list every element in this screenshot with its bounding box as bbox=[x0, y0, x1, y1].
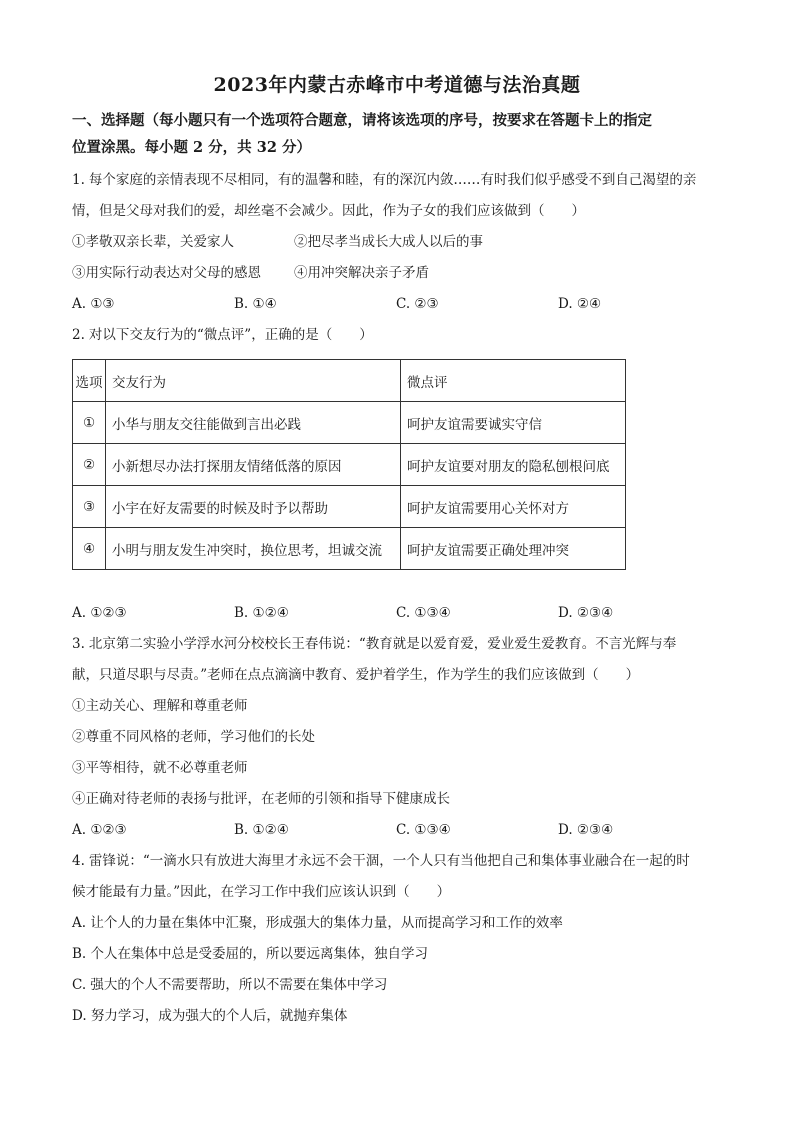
question-4-number: 4. bbox=[72, 853, 85, 869]
choice-a: A. ①③ bbox=[72, 296, 115, 312]
table-header-cell: 微点评 bbox=[401, 360, 626, 402]
section-heading bbox=[72, 107, 722, 161]
option-d: D. 努力学习，成为强大的个人后，就抛弃集体 bbox=[72, 1008, 348, 1024]
table-row bbox=[73, 402, 626, 444]
table-row bbox=[73, 444, 626, 486]
question-3-stem-line1: 3. 北京第二实验小学浮水河分校校长王春伟说：“教育就是以爱育爱，爱业爱生爱教育。不言光辉与奉 bbox=[72, 636, 677, 652]
table-cell: 呵护友谊要对朋友的隐私刨根问底 bbox=[401, 444, 626, 486]
option-b: B. 个人在集体中总是受委屈的，所以要远离集体，独自学习 bbox=[72, 946, 429, 962]
table-cell: ① bbox=[73, 402, 106, 444]
statement: ④用冲突解决亲子矛盾 bbox=[294, 265, 429, 281]
question-1-stem-line1: 1. 每个家庭的亲情表现不尽相同，有的温馨和睦，有的深沉内敛……有时我们似乎感受不到自己渴望的亲 bbox=[72, 172, 697, 188]
question-4-stem-line1: 4. 雷锋说：“一滴水只有放进大海里才永远不会干涸，一个人只有当他把自己和集体事业融合在一起的时 bbox=[72, 853, 690, 869]
table-cell: 小明与朋友发生冲突时，换位思考，坦诚交流 bbox=[106, 528, 401, 570]
choice-a: A. ①②③ bbox=[72, 822, 127, 838]
table-cell: ④ bbox=[73, 528, 106, 570]
question-3 bbox=[72, 629, 722, 846]
choice-a: A. ①②③ bbox=[72, 605, 127, 621]
question-1-statements-row1 bbox=[72, 227, 722, 258]
statement: ③用实际行动表达对父母的感恩 bbox=[72, 265, 261, 281]
choice-c: C. ②③ bbox=[396, 296, 439, 312]
statement: ①主动关心、理解和尊重老师 bbox=[72, 698, 248, 714]
friendship-table bbox=[72, 359, 626, 570]
option-a: A. 让个人的力量在集体中汇聚，形成强大的集体力量，从而提高学习和工作的效率 bbox=[72, 915, 563, 931]
table-cell: 小华与朋友交往能做到言出必践 bbox=[106, 402, 401, 444]
section-heading-line2: 位置涂黑。每小题 2 分，共 32 分） bbox=[72, 139, 311, 156]
question-1-choices bbox=[72, 289, 722, 320]
question-2-stem: 2. 对以下交友行为的“微点评”，正确的是（ ） bbox=[72, 327, 373, 343]
choice-b: B. ①②④ bbox=[234, 605, 289, 621]
option-c: C. 强大的个人不需要帮助，所以不需要在集体中学习 bbox=[72, 977, 388, 993]
question-3-number: 3. bbox=[72, 636, 85, 652]
question-3-stem-line2: 献，只道尽职与尽责。”老师在点点滴滴中教育、爱护着学生，作为学生的我们应该做到（ ） bbox=[72, 667, 640, 683]
table-row bbox=[73, 528, 626, 570]
table-cell: ② bbox=[73, 444, 106, 486]
question-1 bbox=[72, 165, 722, 320]
question-4 bbox=[72, 846, 722, 1032]
question-3-choices bbox=[72, 815, 722, 846]
statement: ①孝敬双亲长辈，关爱家人 bbox=[72, 234, 234, 250]
choice-d: D. ②③④ bbox=[558, 605, 614, 621]
table-cell: 呵护友谊需要正确处理冲突 bbox=[401, 528, 626, 570]
table-cell: 呵护友谊需要用心关怀对方 bbox=[401, 486, 626, 528]
question-2-choices bbox=[72, 598, 722, 629]
table-header-cell: 选项 bbox=[73, 360, 106, 402]
table-header-cell: 交友行为 bbox=[106, 360, 401, 402]
choice-d: D. ②③④ bbox=[558, 822, 614, 838]
statement: ③平等相待，就不必尊重老师 bbox=[72, 760, 248, 776]
table-cell: ③ bbox=[73, 486, 106, 528]
question-1-stem-line2: 情，但是父母对我们的爱，却丝毫不会减少。因此，作为子女的我们应该做到（ ） bbox=[72, 203, 585, 219]
section-heading-line1: 一、选择题（每小题只有一个选项符合题意，请将该选项的序号，按要求在答题卡上的指定 bbox=[72, 112, 652, 129]
question-2 bbox=[72, 320, 722, 629]
question-2-number: 2. bbox=[72, 327, 85, 343]
table-row bbox=[73, 486, 626, 528]
question-4-stem-line2: 候才能最有力量。”因此，在学习工作中我们应该认识到（ ） bbox=[72, 884, 451, 900]
statement: ②尊重不同风格的老师，学习他们的长处 bbox=[72, 729, 315, 745]
choice-b: B. ①②④ bbox=[234, 822, 289, 838]
statement: ④正确对待老师的表扬与批评，在老师的引领和指导下健康成长 bbox=[72, 791, 450, 807]
page-title: 2023年内蒙古赤峰市中考道德与法治真题 bbox=[213, 74, 581, 96]
choice-c: C. ①③④ bbox=[396, 822, 451, 838]
choice-d: D. ②④ bbox=[558, 296, 602, 312]
question-1-statements-row2 bbox=[72, 258, 722, 289]
table-cell: 小新想尽办法打探朋友情绪低落的原因 bbox=[106, 444, 401, 486]
question-1-number: 1. bbox=[72, 172, 85, 188]
table-header-row bbox=[73, 360, 626, 402]
table-cell: 呵护友谊需要诚实守信 bbox=[401, 402, 626, 444]
choice-b: B. ①④ bbox=[234, 296, 277, 312]
table-cell: 小宇在好友需要的时候及时予以帮助 bbox=[106, 486, 401, 528]
choice-c: C. ①③④ bbox=[396, 605, 451, 621]
statement: ②把尽孝当成长大成人以后的事 bbox=[294, 234, 483, 250]
